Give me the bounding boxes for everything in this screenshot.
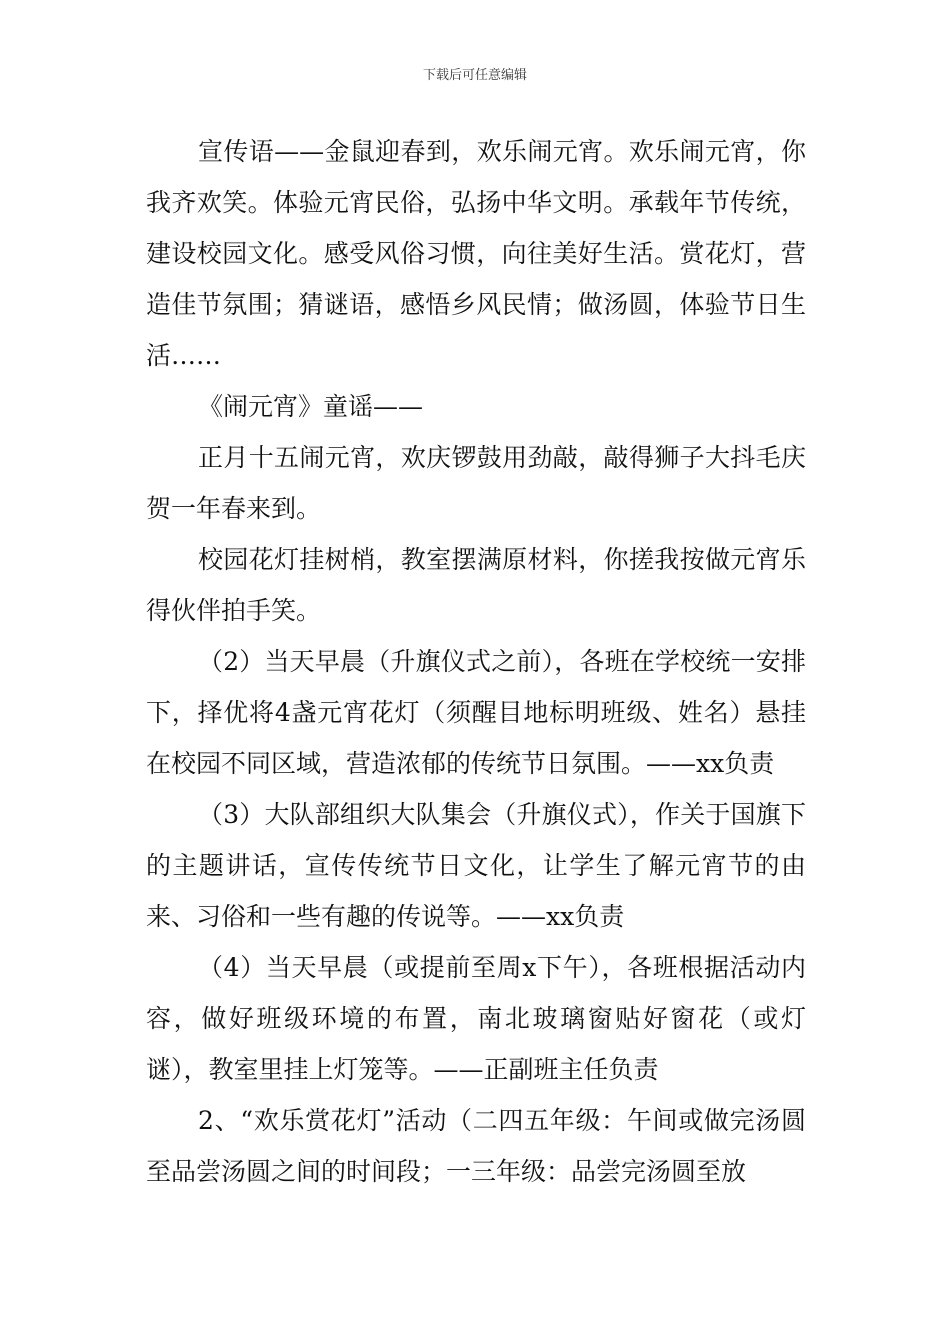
paragraph-rhyme-title: 《闹元宵》童谣—— (198, 392, 424, 421)
paragraph-item-3: （3）大队部组织大队集会（升旗仪式），作关于国旗下的主题讲话，宣传传统节日文化，让学生了解元宵节的由来、习俗和一些有趣的传说等。——xx负责 (146, 800, 806, 931)
page-header: 下载后可任意编辑 (422, 68, 527, 83)
paragraph-item-4: （4）当天早晨（或提前至周x下午），各班根据活动内容，做好班级环境的布置，南北玻璃窗贴好窗花（或灯谜），教室里挂上灯笼等。——正副班主任负责 (146, 953, 806, 1084)
paragraph-section-2: 2、“欢乐赏花灯”活动（二四五年级：午间或做完汤圆至品尝汤圆之间的时间段；一三年级：品尝完汤圆至放 (146, 1106, 806, 1186)
paragraph-slogan: 宣传语——金鼠迎春到，欢乐闹元宵。欢乐闹元宵，你我齐欢笑。体验元宵民俗，弘扬中华文明。承载年节传统，建设校园文化。感受风俗习惯，向往美好生活。赏花灯，营造佳节氛围；猜谜语，感悟乡风民情；做汤圆，体验节日生活…… (146, 137, 806, 370)
paragraph-rhyme-verse-2: 校园花灯挂树梢，教室摆满原材料，你搓我按做元宵乐得伙伴拍手笑。 (146, 545, 806, 625)
document-body (146, 126, 806, 1197)
paragraph-item-2: （2）当天早晨（升旗仪式之前），各班在学校统一安排下，择优将4盏元宵花灯（须醒目地标明班级、姓名）悬挂在校园不同区域，营造浓郁的传统节日氛围。——xx负责 (146, 647, 806, 778)
paragraph-rhyme-verse-1: 正月十五闹元宵，欢庆锣鼓用劲敲，敲得狮子大抖毛庆贺一年春来到。 (146, 443, 806, 523)
